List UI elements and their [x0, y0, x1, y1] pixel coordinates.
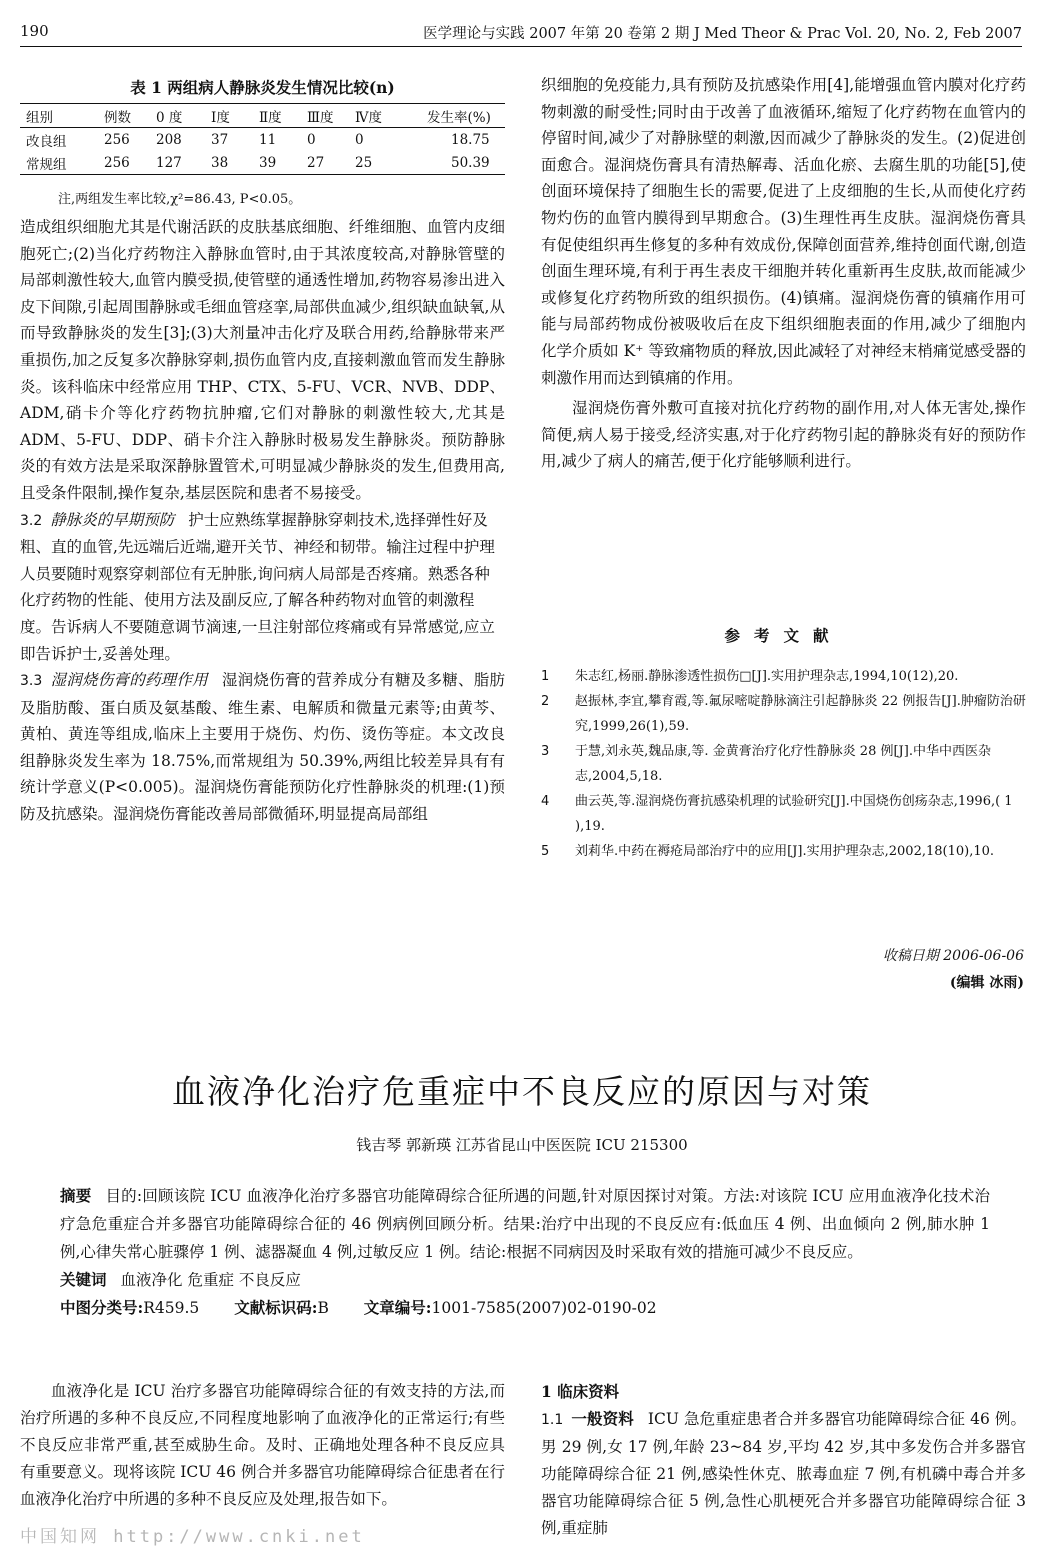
table-note: 注,两组发生率比较,χ²=86.43, P<0.05。 — [58, 192, 302, 207]
section-3-3 — [20, 667, 505, 828]
section-text: 湿润烧伤膏的营养成分有糖及多糖、脂肪及脂肪酸、蛋白质及氨基酸、维生素、电解质和微量元素等;由黄芩、黄柏、黄连等组成,临床上主要用于烧伤、灼伤、烫伤等症。本文改良组静脉炎发生率为 18.75%,而常规组为 50.39%,两组比较差异具有有统计学意义(P<0.005)。湿润烧伤膏能预防化疗性静脉炎的机理:(1)预防及抗感染。湿润烧伤膏能改善局部微循环,明显提高局部组 — [20, 671, 505, 824]
article-authors: 钱吉琴 郭新瑛 江苏省昆山中医医院 ICU 215300 — [356, 1136, 688, 1154]
reference-number: 5 — [541, 844, 550, 859]
table-cell: 208 — [156, 131, 182, 148]
table-cell: 127 — [156, 154, 182, 171]
doc-code-label: 文献标识码: — [234, 1298, 318, 1317]
left-column — [20, 214, 505, 828]
references-list — [541, 664, 1026, 864]
reference-text: 于慧,刘永英,魏品康,等. 金黄膏治疗化疗性静脉炎 28 例[J].中华中西医杂志,2004,5,18. — [575, 744, 991, 784]
abstract-label: 摘要 — [60, 1186, 92, 1205]
reference-text: 刘莉华.中药在褥疮局部治疗中的应用[J].实用护理杂志,2002,18(10),10. — [575, 844, 995, 859]
table-cell: 0 — [355, 131, 364, 148]
col-header: Ⅲ度 — [307, 104, 355, 128]
header-rule — [20, 46, 1022, 47]
table-cell: 常规组 — [26, 156, 67, 173]
page-number: 190 — [20, 22, 49, 40]
clc-value: R459.5 — [143, 1299, 200, 1317]
abstract-text: 目的:回顾该院 ICU 血液净化治疗多器官功能障碍综合征所遇的问题,针对原因探讨对策。方法:对该院 ICU 应用血液净化技术治疗急危重症合并多器官功能障碍综合征的 46 例病例回顾分析。结果:治疗中出现的不良反应有:低血压 4 例、出血倾向 2 例,肺水肿 1 例,心律失常心脏骤停 1 例、滤器凝血 4 例,过敏反应 1 例。结论:根据不同病因及时采取有效的措施可减少不良反应。 — [60, 1187, 990, 1261]
reference-number: 1 — [541, 669, 550, 684]
table-cell: 改良组 — [26, 133, 67, 150]
right-column — [541, 72, 1026, 475]
reference-item — [541, 739, 1026, 789]
reference-item — [541, 689, 1026, 739]
article-title: 血液净化治疗危重症中不良反应的原因与对策 — [172, 1072, 872, 1111]
table-row — [20, 151, 505, 175]
section-title: 静脉炎的早期预防 — [50, 510, 175, 529]
intro-column — [20, 1378, 505, 1513]
reference-text: 朱志红,杨丽.静脉渗透性损伤□[J].实用护理杂志,1994,10(12),20. — [575, 669, 959, 684]
abstract-block — [60, 1182, 990, 1322]
section-text: 护士应熟练掌握静脉穿刺技术,选择弹性好及粗、直的血管,先远端后近端,避开关节、神经和韧带。输注过程中护理人员要随时观察穿刺部位有无肿胀,询问病人局部是否疼痛。熟悉各种化疗药物的性能、使用方法及副反应,了解各种药物对血管的刺激程度。告诉病人不要随意调节滴速,一旦注射部位疼痛或有异常感觉,应立即告诉护士,妥善处理。 — [20, 510, 495, 663]
table-cell: 256 — [104, 154, 130, 171]
classification-line — [60, 1294, 990, 1322]
article-number-value: 1001-7585(2007)02-0190-02 — [431, 1299, 657, 1317]
section-title: 湿润烧伤膏的药理作用 — [50, 671, 208, 690]
intro-paragraph: 血液净化是 ICU 治疗多器官功能障碍综合征的有效支持的方法,而治疗所遇的多种不良反应,不同程度地影响了血液净化的正常运行;有些不良反应非常严重,甚至威胁生命。及时、正确地处理各种不良反应具有重要意义。现将该院 ICU 46 例合并多器官功能障碍综合征患者在行血液净化治疗中所遇的多种不良反应及处理,报告如下。 — [20, 1382, 505, 1508]
clinical-data-column — [541, 1378, 1026, 1542]
section-title: 一般资料 — [571, 1409, 634, 1428]
doc-code-value: B — [317, 1299, 329, 1317]
table-cell: 27 — [307, 154, 325, 171]
col-header: Ⅱ度 — [259, 104, 307, 128]
journal-header: 医学理论与实践 2007 年第 20 卷第 2 期 J Med Theor & Prac Vol. 20, No. 2, Feb 2007 — [423, 26, 1022, 42]
table-cell: 11 — [259, 131, 277, 148]
reference-text: 赵振林,李宜,攀育霞,等.氟尿嘧啶静脉滴注引起静脉炎 22 例报告[J].肿瘤防治研究,1999,26(1),59. — [575, 694, 1026, 734]
reference-item — [541, 789, 1026, 839]
table-cell: 25 — [355, 154, 373, 171]
col-header: Ⅳ度 — [355, 104, 427, 128]
col-header: 发生率(%) — [427, 104, 505, 128]
table-cell: 38 — [211, 154, 229, 171]
body-paragraph: 造成组织细胞尤其是代谢活跃的皮肤基底细胞、纤维细胞、血管内皮细胞死亡;(2)当化疗药物注入静脉血管时,由于其浓度较高,对静脉管壁的局部刺激性较大,血管内膜受损,使管壁的通透性增加,药物容易渗出进入皮下间隙,引起周围静脉或毛细血管痉挛,局部供血减少,组织缺血缺氧,从而导致静脉炎的发生[3];(3)大剂量冲击化疗及联合用药,给静脉带来严重损伤,加之反复多次静脉穿刺,损伤血管内皮,直接刺激血管而发生静脉炎。该科临床中经常应用 THP、CTX、5-FU、VCR、NVB、DDP、ADM,硝卡介等化疗药物抗肿瘤,它们对静脉的刺激性较大,尤其是 ADM、5-FU、DDP、硝卡介注入静脉时极易发生静脉炎。预防静脉炎的有效方法是采取深静脉置管术,可明显减少静脉炎的发生,但费用高,且受条件限制,操作复杂,基层医院和患者不易接受。 — [20, 218, 505, 502]
table-cell: 18.75 — [451, 131, 490, 148]
table-cell: 37 — [211, 131, 229, 148]
table-cell: 39 — [259, 154, 277, 171]
body-paragraph: 湿润烧伤膏外敷可直接对抗化疗药物的副作用,对人体无害处,操作简便,病人易于接受,经济实惠,对于化疗药物引起的静脉炎有好的预防作用,减少了病人的痛苦,便于化疗能够顺利进行。 — [541, 399, 1026, 471]
reference-text: 曲云英,等.湿润烧伤膏抗感染机理的试验研究[J].中国烧伤创疡杂志,1996,( 1 ),19. — [575, 794, 1013, 834]
section-1-1 — [541, 1405, 1026, 1542]
reference-item — [541, 664, 1026, 689]
table-1 — [20, 103, 505, 175]
col-header: 0 度 — [156, 104, 211, 128]
reference-number: 2 — [541, 694, 550, 709]
reference-item — [541, 839, 1026, 864]
col-header: 例数 — [104, 104, 156, 128]
keywords — [60, 1266, 990, 1294]
section-number: 3.2 — [20, 512, 43, 529]
table-cell: 256 — [104, 131, 130, 148]
table-cell: 0 — [307, 131, 316, 148]
table-caption: 表 1 两组病人静脉炎发生情况比较(n) — [130, 78, 395, 97]
table-header-row — [20, 104, 505, 128]
received-date: 收稿日期 2006-06-06 — [882, 948, 1024, 964]
references-title: 参考文献 — [724, 626, 843, 645]
col-header: Ⅰ度 — [211, 104, 259, 128]
reference-number: 3 — [541, 744, 550, 759]
section-1-title: 1 临床资料 — [541, 1382, 620, 1401]
keywords-text: 血液净化 危重症 不良反应 — [120, 1271, 301, 1289]
watermark: 中国知网 http://www.cnki.net — [20, 1527, 365, 1547]
section-number: 1.1 — [541, 1412, 564, 1428]
section-number: 3.3 — [20, 673, 43, 690]
keywords-label: 关键词 — [60, 1270, 107, 1289]
reference-number: 4 — [541, 794, 550, 809]
clc-label: 中图分类号: — [60, 1298, 144, 1317]
table-row — [20, 128, 505, 152]
table-cell: 50.39 — [451, 154, 490, 171]
col-header: 组别 — [20, 104, 104, 128]
abstract — [60, 1182, 990, 1266]
article-number-label: 文章编号: — [363, 1298, 432, 1317]
received-date-block — [883, 943, 1024, 997]
editor-credit: (编辑 冰雨) — [949, 975, 1024, 991]
section-text: ICU 急危重症患者合并多器官功能障碍综合征 46 例。男 29 例,女 17 例,年龄 23~84 岁,平均 42 岁,其中多发伤合并多器官功能障碍综合征 21 例,感染性休克、脓毒血症 7 例,有机磷中毒合并多器官功能障碍综合征 5 例,急性心肌梗死合并多器官功能障碍综合征 3 例,重症肺 — [541, 1410, 1026, 1537]
section-3-2 — [20, 507, 505, 668]
body-paragraph: 织细胞的免疫能力,具有预防及抗感染作用[4],能增强血管内膜对化疗药物刺激的耐受性;同时由于改善了血液循环,缩短了化疗药物在血管内的停留时间,减少了对静脉壁的刺激,因而减少了静脉炎的发生。(2)促进创面愈合。湿润烧伤膏具有清热解毒、活血化瘀、去腐生肌的功能[5],使创面环境保持了细胞生长的需要,促进了上皮细胞的生长,从而使化疗药物灼伤的血管内膜得到早期愈合。(3)生理性再生皮肤。湿润烧伤膏具有促使组织再生修复的多种有效成份,保障创面营养,维持创面代谢,创造创面生理环境,有利于再生表皮干细胞并转化重新再生皮肤,故而能减少或修复化疗药物所致的组织损伤。(4)镇痛。湿润烧伤膏的镇痛作用可能与局部药物成份被吸收后在皮下组织细胞表面的作用,减少了细胞内化学介质如 K⁺ 等致痛物质的释放,因此减轻了对神经末梢痛觉感受器的刺激作用而达到镇痛的作用。 — [541, 76, 1026, 387]
